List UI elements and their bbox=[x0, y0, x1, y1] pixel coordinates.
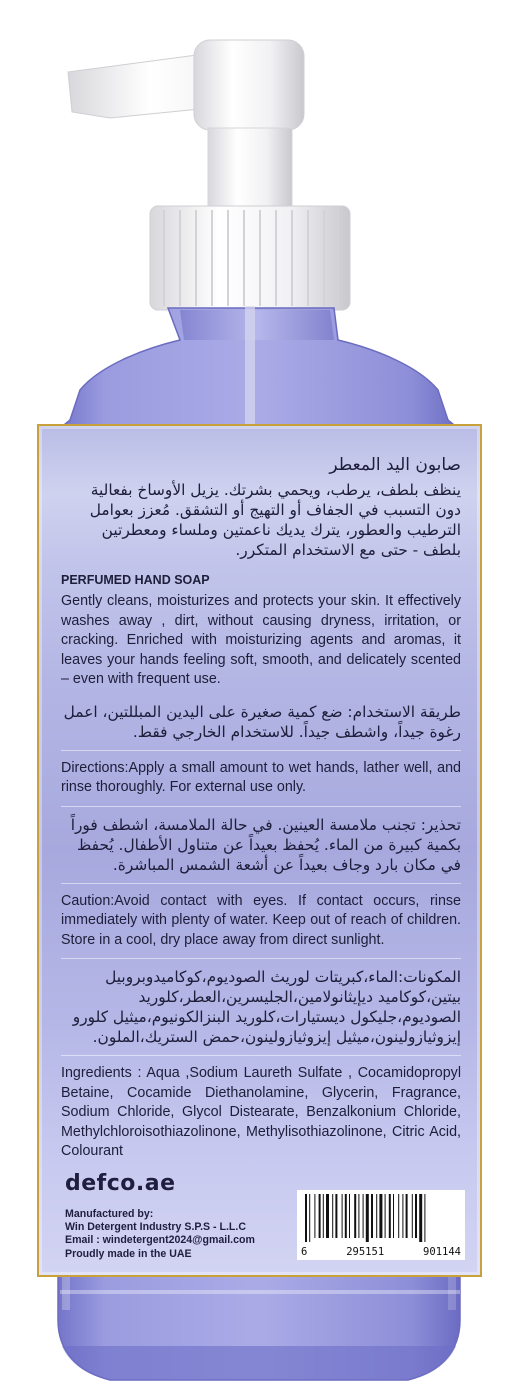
barcode-bar bbox=[389, 1194, 391, 1238]
manufacturer-email: Email : windetergent2024@gmail.com bbox=[65, 1234, 255, 1247]
divider bbox=[61, 1055, 461, 1056]
barcode-bar bbox=[305, 1194, 307, 1242]
arabic-description: ينظف بلطف، يرطب، ويحمي بشرتك. يزيل الأوساخ بفعالية دون التسبب في الجفاف أو التهيج أو التشقق. مُعزز بعوامل الترطيب والعطور، يترك يديك ناعمتين وملساء ومعطرتين بلطف - حتى مع الاستخدام المتكرر. bbox=[89, 481, 461, 559]
barcode-bar bbox=[358, 1194, 359, 1238]
divider bbox=[61, 883, 461, 884]
barcode-digits bbox=[301, 1246, 461, 1258]
english-title: PERFUMED HAND SOAP bbox=[61, 573, 210, 587]
barcode bbox=[297, 1190, 465, 1260]
barcode-bar bbox=[424, 1194, 425, 1242]
barcode-bar bbox=[332, 1194, 333, 1238]
english-ingredients: Ingredients : Aqua ,Sodium Laureth Sulfate , Cocamidopropyl Betaine, Cocamide Diethanolamine, Glycerin, Fragrance, Sodium Chloride, Glycol Distearate, Benzalkonium Chloride, Methylchloroisothiazolinone, Methylisothiazolinone, Citric Acid, Colourant bbox=[61, 1065, 461, 1159]
divider bbox=[61, 806, 461, 807]
barcode-bar bbox=[319, 1194, 321, 1238]
barcode-bar bbox=[314, 1194, 315, 1238]
barcode-bar bbox=[345, 1194, 347, 1238]
barcode-bar bbox=[335, 1194, 337, 1238]
manufacturer-name: Win Detergent Industry S.P.S - L.L.C bbox=[65, 1221, 246, 1234]
arabic-caution: تحذير: تجنب ملامسة العينين. في حالة الملامسة، اشطف فوراً بكمية كبيرة من الماء. يُحفظ بعيداً عن متناول الأطفال. يُحفظ في مكان بارد وجاف بعيداً عن أشعة الشمس المباشرة. bbox=[70, 815, 461, 874]
label-content bbox=[61, 454, 461, 1162]
barcode-bar bbox=[419, 1194, 422, 1242]
origin-text: Proudly made in the UAE bbox=[65, 1247, 192, 1260]
arabic-ingredients: المكونات:الماء،كبريتات لوريث الصوديوم،كوكاميدوبروبيل بيتين،كوكاميد ديإيثانولامين،الجليسرين،العطر،كلوريد الصوديوم،جليكول ديستيارات،كلوريد البنزالكونيوم،ميثيل كلورو إيزوثيازولينون،ميثيل إيزوثيازولينون،حمض الستريك،الملون. bbox=[72, 968, 461, 1046]
barcode-bar bbox=[376, 1194, 377, 1238]
barcode-digit-group: 295151 bbox=[346, 1246, 385, 1258]
barcode-bar bbox=[402, 1194, 403, 1238]
english-caution: Caution:Avoid contact with eyes. If contact occurs, rinse immediately with plenty of water. Keep out of reach of children. Store in a cool, dry place away from direct sunlight. bbox=[61, 892, 461, 948]
divider bbox=[61, 750, 461, 751]
barcode-digit-group: 901144 bbox=[423, 1246, 461, 1258]
barcode-bar bbox=[366, 1194, 369, 1242]
barcode-bar bbox=[385, 1194, 386, 1238]
barcode-bar bbox=[412, 1194, 413, 1238]
barcode-bars bbox=[303, 1194, 459, 1242]
manufacturer-block bbox=[65, 1208, 255, 1261]
barcode-bar bbox=[342, 1194, 343, 1238]
barcode-bar bbox=[379, 1194, 382, 1238]
english-description: Gently cleans, moisturizes and protects your skin. It effectively washes away , dirt, without causing dryness, irritation, or cracking. Enriched with moisturizing agents and aromas, it leaves your hands feeling soft, smooth, and delicately scented – even with frequent use. bbox=[61, 593, 461, 687]
product-label bbox=[37, 424, 482, 1277]
barcode-bar bbox=[326, 1194, 329, 1238]
barcode-bar bbox=[398, 1194, 399, 1238]
barcode-bar bbox=[323, 1194, 324, 1238]
pump-head bbox=[68, 40, 350, 310]
barcode-bar bbox=[354, 1194, 356, 1238]
barcode-bar bbox=[415, 1194, 417, 1238]
barcode-bar bbox=[406, 1194, 408, 1238]
arabic-directions: طريقة الاستخدام: ضع كمية صغيرة على اليدين المبللتين، اعمل رغوة جيداً، واشطف جيداً. للاستخدام الخارجي فقط. bbox=[63, 702, 461, 741]
manufactured-by-label: Manufactured by: bbox=[65, 1208, 154, 1220]
arabic-title: صابون اليد المعطر bbox=[329, 455, 461, 475]
barcode-bar bbox=[393, 1194, 394, 1238]
divider bbox=[61, 958, 461, 959]
barcode-bar bbox=[309, 1194, 310, 1242]
barcode-bar bbox=[363, 1194, 364, 1238]
barcode-bar bbox=[371, 1194, 373, 1238]
barcode-digit-group: 6 bbox=[301, 1246, 308, 1258]
website: defco.ae bbox=[65, 1171, 176, 1196]
barcode-bar bbox=[349, 1194, 350, 1238]
english-directions: Directions:Apply a small amount to wet hands, lather well, and rinse thoroughly. For external use only. bbox=[61, 759, 461, 795]
